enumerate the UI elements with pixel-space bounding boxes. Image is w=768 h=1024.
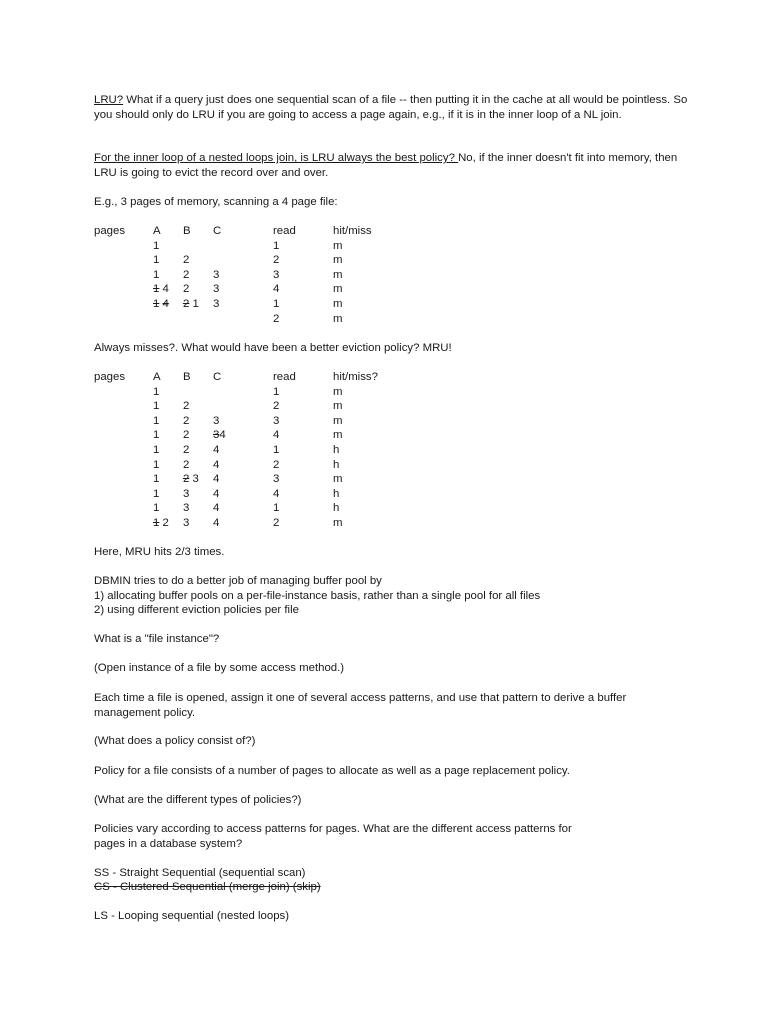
dbmin-paragraph [94,574,694,618]
cell-a [153,297,169,312]
struck-value: 1 [153,516,160,529]
new-value: 1 [192,297,199,310]
cell-read: 2 [273,400,280,413]
header-pages: pages [94,371,126,383]
cell-a: 1 [153,443,160,456]
cell-hit-miss: m [333,516,343,529]
policy-answer: Policy for a file consists of a number of pages to allocate as well as a page replacement policy. [94,765,570,777]
struck-value: 1 [153,297,160,310]
file-instance-question: What is a "file instance"? [94,633,220,645]
header-c: C [213,371,222,383]
cell-hit-miss: m [333,385,343,398]
access-patterns-line-1: Policies vary according to access patterns for pages. What are the different access patterns for [94,823,572,835]
access-patterns-paragraph [94,822,694,851]
cell-a: 1 [153,268,160,281]
nested-loops-question: For the inner loop of a nested loops join, is LRU always the best policy? [94,152,459,164]
cell-hit-miss: m [333,312,343,325]
cell-read: 1 [273,239,280,252]
dbmin-intro: DBMIN tries to do a better job of managing buffer pool by [94,575,382,587]
cell-read: 2 [273,516,280,529]
header-pages: pages [94,225,126,237]
cell-b: 2 [183,283,190,296]
nested-loops-answer: No, if the inner doesn't fit into memory, then LRU is going to evict the record over and over. [94,152,678,179]
cell-hit-miss: m [333,429,343,442]
header-read: read [273,371,296,383]
cell-b: 3 [183,516,190,529]
cell-c: 4 [213,473,220,486]
lru-question-lead: LRU? [94,94,124,106]
cell-c: 4 [213,443,220,456]
cell-read: 4 [273,429,280,442]
cell-hit-miss: m [333,297,343,310]
cell-hit-miss: m [333,283,343,296]
cell-read: 3 [273,414,280,427]
access-patterns-line-2: pages in a database system? [94,837,243,850]
cell-a: 1 [153,502,160,515]
cell-c: 3 [213,283,220,296]
paragraph-lru-question [94,93,694,122]
cell-c: 4 [213,487,220,500]
cell-read: 1 [273,443,280,456]
cell-b: 3 [183,502,190,515]
file-instance-answer: (Open instance of a file by some access method.) [94,662,345,674]
dbmin-point-1: 1) allocating buffer pools on a per-file-instance basis, rather than a single pool for all files [94,589,541,602]
struck-value: 2 [183,297,190,310]
new-value: 2 [162,516,169,529]
cell-a: 1 [153,254,160,267]
cell-c [213,428,226,443]
policy-question: (What does a policy consist of?) [94,735,256,747]
header-a: A [153,371,161,383]
pattern-ls: LS - Looping sequential (nested loops) [94,910,290,922]
cell-a: 1 [153,414,160,427]
cell-read: 4 [273,283,280,296]
header-b: B [183,371,191,383]
cell-read: 4 [273,487,280,500]
cell-hit-miss: h [333,458,340,471]
pattern-ss: SS - Straight Sequential (sequential scan) [94,867,306,879]
cell-c: 4 [213,502,220,515]
cell-c: 4 [213,458,220,471]
cell-read: 1 [273,385,280,398]
dbmin-point-2: 2) using different eviction policies per file [94,604,299,617]
cell-a: 1 [153,458,160,471]
cell-c: 3 [213,268,220,281]
header-hit-miss: hit/miss [333,225,372,237]
cell-b: 2 [183,414,190,427]
cell-c: 4 [213,516,220,529]
cell-b [183,297,199,312]
cell-a [153,282,169,297]
cell-c: 3 [213,297,220,310]
cell-read: 2 [273,254,280,267]
cell-read: 2 [273,312,280,325]
cell-a: 1 [153,487,160,500]
new-value: 4 [162,283,169,296]
policy-types-question: (What are the different types of policies?) [94,794,302,806]
cell-a: 1 [153,429,160,442]
header-b: B [183,225,191,237]
cell-hit-miss: m [333,239,343,252]
cell-b: 2 [183,443,190,456]
example-intro: E.g., 3 pages of memory, scanning a 4 page file: [94,196,338,208]
struck-value: 4 [162,297,169,310]
cell-b: 3 [183,487,190,500]
cell-hit-miss: m [333,268,343,281]
cell-a: 1 [153,400,160,413]
cell-read: 2 [273,458,280,471]
cell-read: 1 [273,502,280,515]
cell-hit-miss: m [333,473,343,486]
cell-a [153,516,169,531]
cell-a: 1 [153,239,160,252]
cell-b: 2 [183,268,190,281]
cell-read: 1 [273,297,280,310]
header-hit-miss: hit/miss? [333,371,378,383]
cell-read: 3 [273,473,280,486]
cell-hit-miss: h [333,502,340,515]
cell-hit-miss: h [333,443,340,456]
new-value: 3 [192,473,199,486]
cell-b: 2 [183,429,190,442]
lru-question-body: What if a query just does one sequential scan of a file -- then putting it in the cache at all would be pointless. So you should only do LRU if you are going to access a page again, e.g., if it is in the inner loop of a NL join. [94,94,688,121]
always-misses-text: Always misses?. What would have been a better eviction policy? MRU! [94,342,452,354]
mru-summary: Here, MRU hits 2/3 times. [94,546,225,558]
struck-value: 2 [183,473,190,486]
cell-hit-miss: h [333,487,340,500]
cell-hit-miss: m [333,400,343,413]
header-c: C [213,225,222,237]
cell-b: 2 [183,254,190,267]
cell-read: 3 [273,268,280,281]
cell-a: 1 [153,385,160,398]
cell-c: 3 [213,414,220,427]
cell-hit-miss: m [333,414,343,427]
pattern-cs-struck: CS - Clustered Sequential (merge join) (skip) [94,881,321,893]
access-pattern-paragraph: Each time a file is opened, assign it one of several access patterns, and use that pattern to derive a buffer management policy. [94,692,627,719]
cell-hit-miss: m [333,254,343,267]
struck-value: 3 [213,429,220,442]
cell-b [183,472,199,487]
header-read: read [273,225,296,237]
cell-a: 1 [153,473,160,486]
cell-b: 2 [183,458,190,471]
header-a: A [153,225,161,237]
paragraph-nested-loops [94,151,694,180]
struck-value: 1 [153,283,160,296]
new-value: 4 [219,429,226,442]
cell-b: 2 [183,400,190,413]
